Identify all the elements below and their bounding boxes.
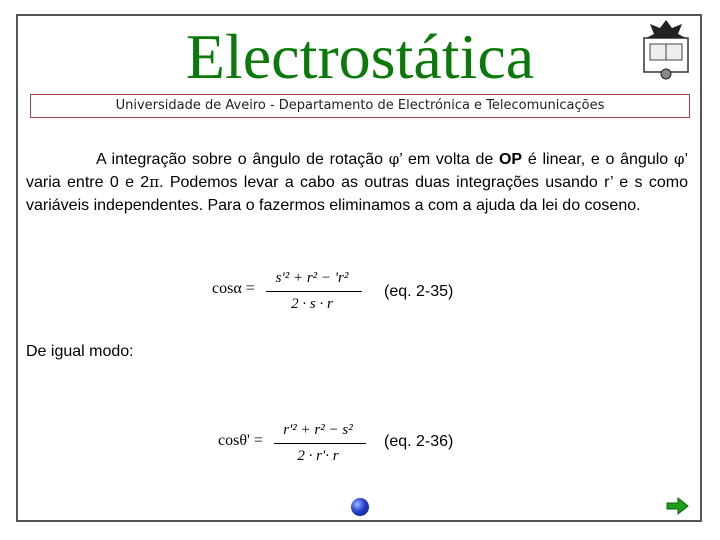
- eq2-lhs: cosθ' =: [218, 432, 263, 449]
- eq1-fraction-bar: [266, 291, 362, 292]
- para-text-3: é linear, e o ângulo: [522, 151, 674, 168]
- para-text-2: ’ em volta de: [399, 151, 499, 168]
- para-text-4: ’ varia entre 0 e 2: [26, 151, 689, 191]
- next-arrow-icon[interactable]: [666, 496, 690, 516]
- eq2-fraction-bar: [274, 443, 366, 444]
- eq2-numerator: r'² + r² − s²: [283, 422, 353, 438]
- equation-label-2-36: (eq. 2-36): [384, 433, 454, 450]
- slide-title: Electrostática: [185, 21, 535, 92]
- body-paragraph: [26, 148, 688, 217]
- subtitle-banner: Universidade de Aveiro - Departamento de Electrónica e Telecomunicações: [30, 94, 690, 118]
- middle-text: De igual modo:: [26, 343, 134, 360]
- para-text-5: . Podemos levar a cabo as outras duas integrações usando r’ e s como variáveis independentes. Para o fazermos eliminamos a com a ajuda da lei do coseno.: [26, 174, 689, 214]
- university-crest-icon: [642, 18, 690, 82]
- eq2-denominator: 2 · r'· r: [297, 448, 339, 464]
- eq1-denominator: 2 · s · r: [291, 296, 333, 312]
- blue-ball-icon[interactable]: [351, 498, 369, 516]
- equation-2-36: [218, 418, 368, 474]
- eq1-lhs: cosα =: [212, 280, 255, 297]
- pi-symbol: π: [149, 173, 160, 191]
- phi-symbol: φ: [673, 150, 685, 168]
- op-bold: OP: [498, 151, 523, 168]
- phi-symbol: φ: [388, 150, 400, 168]
- equation-2-35: [212, 266, 362, 322]
- equation-label-2-35: (eq. 2-35): [384, 283, 454, 300]
- eq1-numerator: s'² + r² − 'r²: [275, 270, 349, 286]
- para-text-1: A integração sobre o ângulo de rotação: [96, 151, 389, 168]
